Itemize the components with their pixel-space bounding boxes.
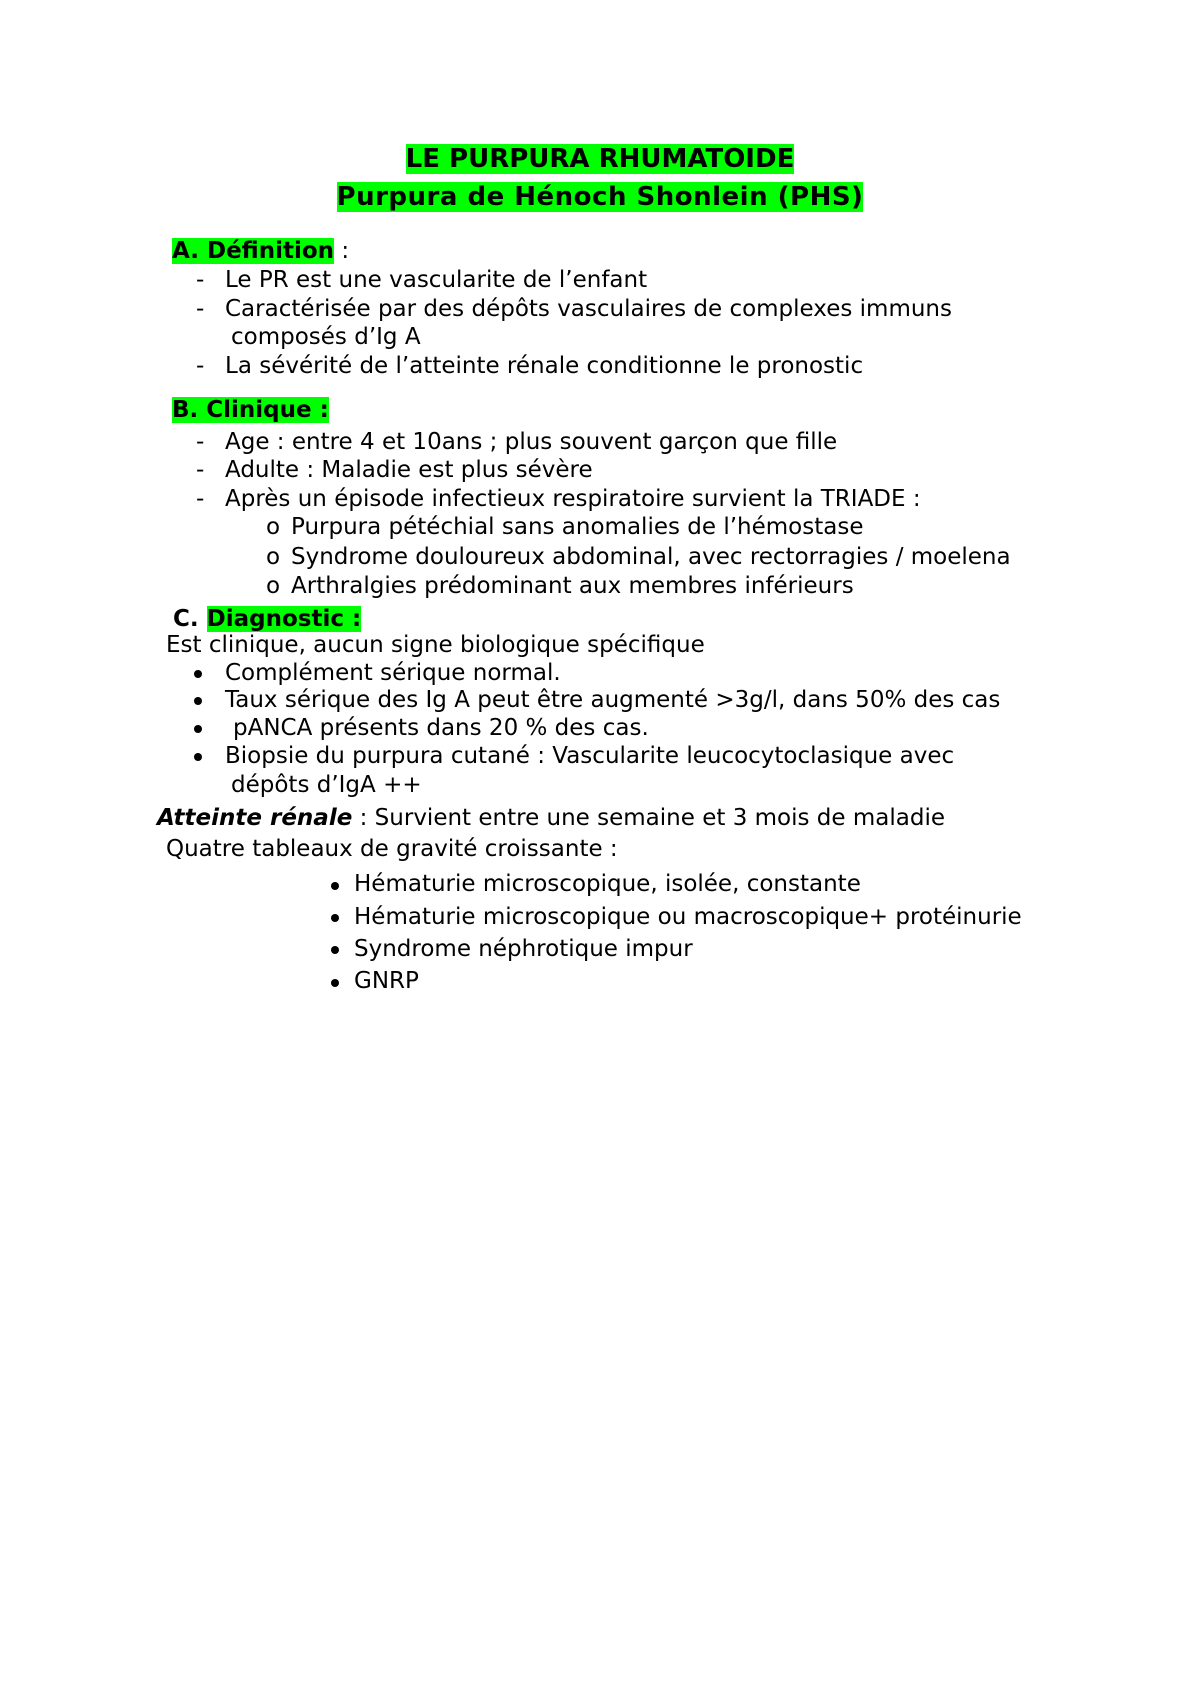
clinique-item-1: Age : entre 4 et 10ans ; plus souvent garçon que fille [225, 429, 838, 455]
bullet-icon [194, 670, 202, 678]
diagnostic-item-2: Taux sérique des Ig A peut être augmenté >3g/l, dans 50% des cas [225, 687, 1001, 713]
document-subtitle [0, 184, 1200, 211]
renal-item-2: Hématurie microscopique ou macroscopique+ protéinurie [354, 904, 1022, 930]
section-definition-letter: A. [172, 238, 199, 264]
section-diagnostic-heading [173, 606, 361, 633]
triade-item-2: Syndrome douloureux abdominal, avec rectorragies / moelena [291, 544, 1011, 570]
diagnostic-intro: Est clinique, aucun signe biologique spécifique [166, 632, 705, 658]
section-definition-colon: : [334, 238, 350, 264]
renal-item-1: Hématurie microscopique, isolée, constante [354, 871, 861, 897]
section-definition-title: Définition [206, 238, 335, 264]
document-subtitle-text: Purpura de Hénoch Shonlein (PHS) [336, 182, 864, 212]
dash-marker: - [196, 353, 205, 379]
renal-heading [157, 805, 945, 832]
triade-item-1: Purpura pétéchial sans anomalies de l’hémostase [291, 514, 864, 540]
diagnostic-item-1: Complément sérique normal. [225, 660, 561, 686]
document-title [0, 146, 1200, 173]
definition-item-2-cont: composés d’Ig A [231, 324, 421, 350]
bullet-icon [194, 697, 202, 705]
clinique-item-3: Après un épisode infectieux respiratoire survient la TRIADE : [225, 486, 921, 512]
section-diagnostic-title: Diagnostic : [206, 606, 362, 632]
renal-label: Atteinte rénale [157, 805, 353, 831]
diagnostic-item-3: pANCA présents dans 20 % des cas. [233, 715, 649, 741]
bullet-icon [331, 882, 339, 890]
renal-item-4: GNRP [354, 968, 419, 994]
document-title-text: LE PURPURA RHUMATOIDE [405, 144, 795, 174]
section-clinique-heading [172, 397, 329, 424]
bullet-icon [194, 725, 202, 733]
diagnostic-item-4-cont: dépôts d’IgA ++ [231, 772, 422, 798]
triade-item-3: Arthralgies prédominant aux membres inférieurs [291, 573, 854, 599]
renal-item-3: Syndrome néphrotique impur [354, 936, 693, 962]
dash-marker: - [196, 296, 205, 322]
renal-text: : Survient entre une semaine et 3 mois de maladie [352, 805, 945, 831]
bullet-icon [331, 979, 339, 987]
section-clinique-title: B. Clinique : [172, 397, 329, 423]
bullet-icon [331, 946, 339, 954]
bullet-icon [331, 914, 339, 922]
definition-item-3: La sévérité de l’atteinte rénale conditionne le pronostic [225, 353, 864, 379]
dash-marker: - [196, 267, 205, 293]
clinique-item-2: Adulte : Maladie est plus sévère [225, 457, 593, 483]
circle-marker: o [266, 514, 281, 540]
diagnostic-item-4: Biopsie du purpura cutané : Vascularite leucocytoclasique avec [225, 743, 955, 769]
circle-marker: o [266, 573, 281, 599]
definition-item-1: Le PR est une vascularite de l’enfant [225, 267, 648, 293]
dash-marker: - [196, 486, 205, 512]
definition-item-2: Caractérisée par des dépôts vasculaires de complexes immuns [225, 296, 952, 322]
section-definition-heading [172, 238, 349, 265]
renal-intro: Quatre tableaux de gravité croissante : [166, 836, 618, 862]
dash-marker: - [196, 429, 205, 455]
section-diagnostic-letter: C. [173, 606, 199, 632]
bullet-icon [194, 753, 202, 761]
circle-marker: o [266, 544, 281, 570]
dash-marker: - [196, 457, 205, 483]
